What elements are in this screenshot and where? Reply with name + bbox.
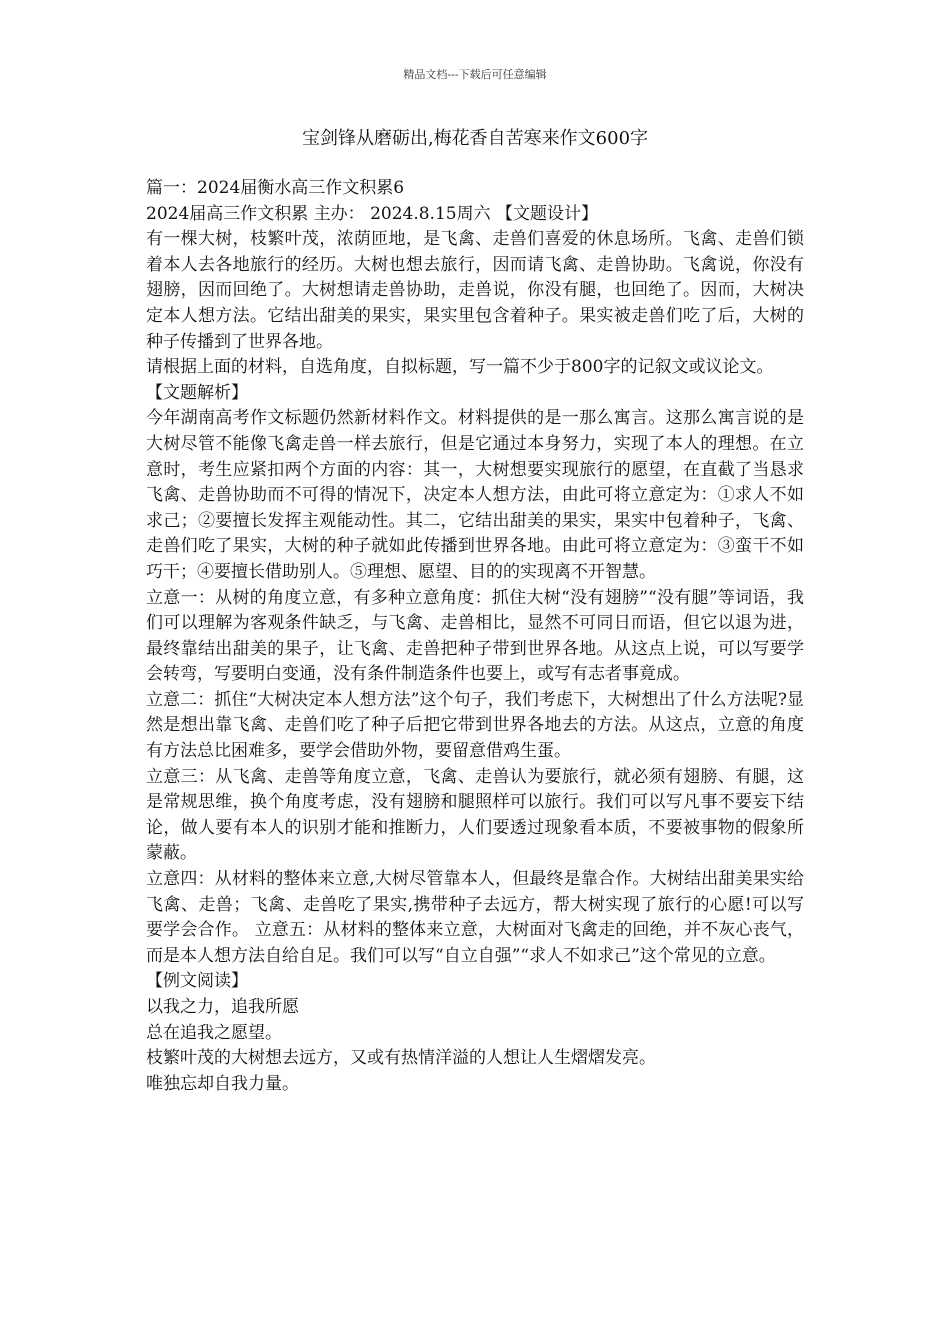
idea-four-five-paragraph: 立意四：从材料的整体来立意,大树尽管靠本人，但最终是靠合作。大树结出甜美果实给飞禽、走兽；飞禽、走兽吃了果实,携带种子去远方，帮大树实现了旅行的心愿!可以写要学会合作。 立意五：从材料的整体来立意，大树面对飞禽走的回绝，并不灰心丧气，而是本人想方法自给自足。我们可以写“自立自强”“求人不如求己”这个常见的立意。	[146, 869, 804, 966]
example-line: 枝繁叶茂的大树想去远方，又或有热情洋溢的人想让人生熠熠发亮。	[146, 1048, 656, 1069]
idea-one-paragraph: 立意一：从树的角度立意，有多种立意角度：抓住大树“没有翅膀”“没有腿”等词语，我们可以理解为客观条件缺乏，与飞禽、走兽相比，显然不可同日而语，但它以退为进，最终靠结出甜美的果子，让飞禽、走兽把种子带到世界各地。从这点上说，可以写要学会转弯，写要明白变通，没有条件制造条件也要上，或写有志者事竟成。	[146, 587, 804, 685]
essay-meta-line: 2024届高三作文积累 主办： 2024.8.15周六 【文题设计】	[146, 203, 598, 224]
page-header-note: 精品文档---下载后可任意编辑	[403, 68, 547, 81]
example-title: 以我之力，追我所愿	[146, 997, 299, 1017]
idea-two-paragraph: 立意二：抓住“大树决定本人想方法”这个句子，我们考虑下，大树想出了什么方法呢?显然是想出靠飞禽、走兽们吃了种子后把它带到世界各地去的方法。从这点，立意的角度有方法总比困难多，要学会借助外物，要留意借鸡生蛋。	[146, 689, 804, 762]
analysis-heading: 【文题解析】	[146, 382, 248, 403]
example-heading: 【例文阅读】	[146, 971, 248, 992]
material-paragraph: 有一棵大树，枝繁叶茂，浓荫匝地，是飞禽、走兽们喜爱的休息场所。飞禽、走兽们锁着本人去各地旅行的经历。大树也想去旅行，因而请飞禽、走兽协助。飞禽说，你没有翅膀，因而回绝了。大树想请走兽协助，走兽说，你没有腿，也回绝了。因而，大树决定本人想方法。它结出甜美的果实，果实里包含着种子。果实被走兽们吃了后，大树的种子传播到了世界各地。	[146, 229, 804, 352]
section-heading-part1: 篇一：2024届衡水高三作文积累6	[146, 178, 405, 198]
analysis-paragraph: 今年湖南高考作文标题仍然新材料作文。材料提供的是一那么寓言。这那么寓言说的是大树尽管不能像飞禽走兽一样去旅行，但是它通过本身努力，实现了本人的理想。在立意时，考生应紧扣两个方面的内容：其一，大树想要实现旅行的愿望，在直截了当恳求飞禽、走兽协助而不可得的情况下，决定本人想方法，由此可将立意定为：①求人不如求己；②要擅长发挥主观能动性。其二，它结出甜美的果实，果实中包着种子，飞禽、走兽们吃了果实，大树的种子就如此传播到世界各地。由此可将立意定为：③蛮干不如巧干；④要擅长借助别人。⑤理想、愿望、目的的实现离不开智慧。	[146, 408, 804, 582]
example-line: 总在追我之愿望。	[146, 1022, 282, 1043]
idea-three-paragraph: 立意三：从飞禽、走兽等角度立意，飞禽、走兽认为要旅行，就必须有翅膀、有腿，这是常规思维，换个角度考虑，没有翅膀和腿照样可以旅行。我们可以写凡事不要妄下结论，做人要有本人的识别才能和推断力，人们要透过现象看本质，不要被事物的假象所蒙蔽。	[146, 766, 804, 864]
example-line: 唯独忘却自我力量。	[146, 1073, 299, 1094]
document-title: 宝剑锋从磨砺出,梅花香自苦寒来作文600字	[301, 128, 649, 149]
document-body	[146, 176, 804, 1097]
task-instruction: 请根据上面的材料，自选角度，自拟标题，写一篇不少于800字的记叙文或议论文。	[146, 357, 774, 378]
